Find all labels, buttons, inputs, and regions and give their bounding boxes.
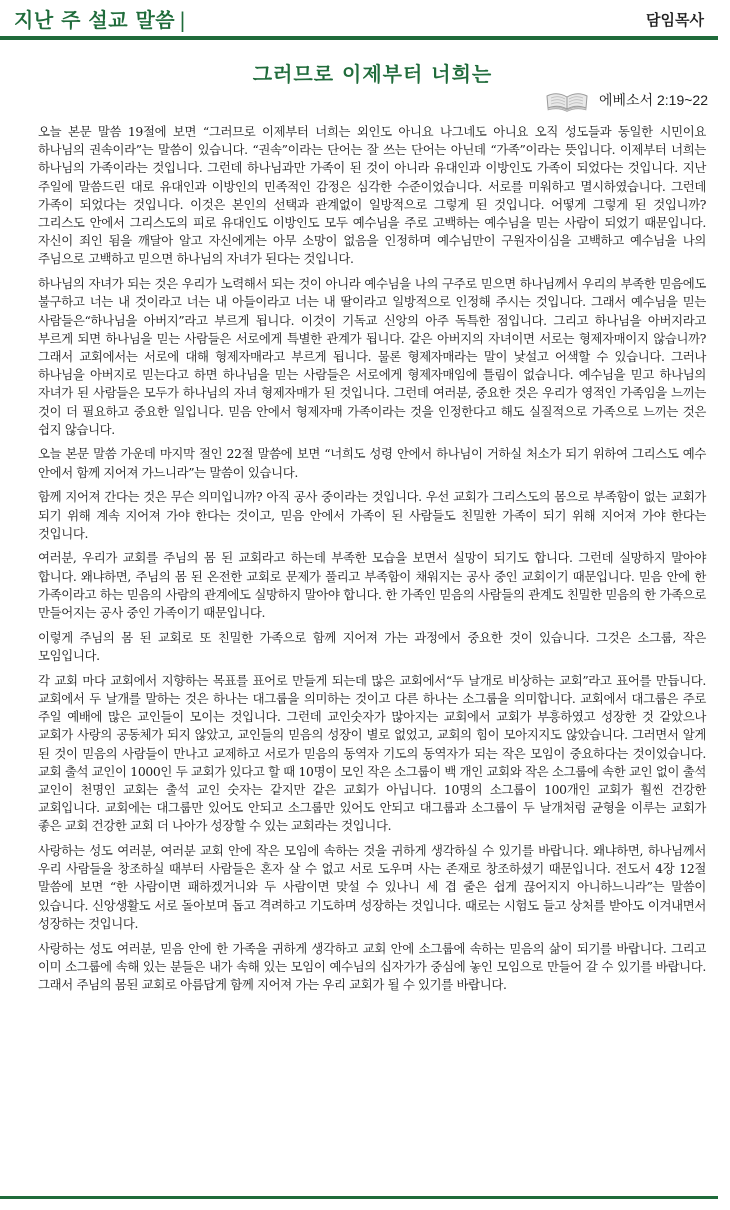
- page-header: [0, 0, 730, 36]
- pastor-role-label: 담임목사: [646, 11, 704, 29]
- body-paragraph: 하나님의 자녀가 되는 것은 우리가 노력해서 되는 것이 아니라 예수님을 나의 구주로 믿으면 하나님께서 우리의 부족한 믿음에도 불구하고 너는 내 것이라고 너는 내 아들이라고 너는 내 딸이라고 일방적으로 인정해 주시는 것입니다. 그래서 예수님을 믿는 사람들은“하나님을 아버지”라고 부르게 됩니다. 이것이 기독교 신앙의 아주 독특한 점입니다. 그리고 하나님을 아버지라고 부르게 되면 하나님을 믿는 사람들은 서로에게 특별한 관계가 됩니다. 같은 아버지의 자녀이면 서로는 형제자매이지 않습니까? 그래서 교회에서는 서로에 대해 형제자매라고 부르게 됩니다. 물론 형제자매라는 말이 낯설고 어색할 수 있습니다. 그러나 하나님을 아버지로 믿는다고 하면 하나님을 믿는 사람들은 서로에게 형제자매임에 틀림이 없습니다. 예수님을 믿고 하나님의 자녀가 된 사람들은 모두가 하나님의 자녀 형제자매가 된 것입니다. 그런데 여러분, 중요한 것은 우리가 영적인 가족임을 느끼는 것이 더 필요하고 중요한 일입니다. 믿음 안에서 형제자매 가족이라는 것을 인정한다고 해도 실질적으로 가족으로 느끼는 것은 쉽지 않습니다.: [38, 276, 706, 437]
- header-divider: [0, 36, 718, 40]
- section-title: [14, 4, 186, 33]
- scripture-ref-text: 에베소서 2:19~22: [599, 92, 708, 108]
- section-title-text: 지난 주 설교 말씀: [14, 8, 176, 32]
- body-paragraph: 오늘 본문 말씀 19절에 보면 “그러므로 이제부터 너희는 외인도 아니요 나그네도 아니요 오직 성도들과 동일한 시민이요 하나님의 권속이라”는 말씀이 있습니다. “권속”이라는 단어는 잘 쓰는 단어는 아닌데 “가족”이라는 뜻입니다. 이제부터 너희는 하나님의 가족이라는 것입니다. 그런데 하나님과만 가족이 된 것이 아니라 유대인과 이방인도 가족이 되었다는 것입니다. 지난 주일에 말씀드린 대로 유대인과 이방인의 민족적인 감정은 심각한 수준이었습니다. 서로를 미워하고 멸시하였습니다. 그런데 가족이 되었다는 것입니다. 이것은 본인의 선택과 관계없이 일방적으로 그렇게 된 것입니다. 어떻게 그렇게 된 것입니까? 그리스도 안에서 그리스도의 피로 유대인도 이방인도 모두 예수님을 주로 고백하는 예수님을 믿는 사람이 되었기 때문입니다. 자신이 죄인 됨을 깨달아 알고 자신에게는 아무 소망이 없음을 인정하며 예수님만이 구원자이심을 고백하고 예수님을 나의 주님으로 고백하고 믿으면 하나님의 자녀가 된다는 것입니다.: [38, 124, 706, 267]
- body-paragraph: 이렇게 주님의 몸 된 교회로 또 친밀한 가족으로 함께 지어져 가는 과정에서 중요한 것이 있습니다. 그것은 소그룹, 작은 모임입니다.: [38, 629, 706, 663]
- body-paragraph: 오늘 본문 말씀 가운데 마지막 절인 22절 말씀에 보면 “너희도 성령 안에서 하나님이 거하실 처소가 되기 위하여 그리스도 예수 안에서 함께 지어져 가느니라”는 말씀이 있습니다.: [38, 446, 706, 480]
- title-separator: |: [179, 8, 187, 32]
- sermon-title: 그러므로 이제부터 너희는: [252, 62, 493, 86]
- body-paragraph: 여러분, 우리가 교회를 주님의 몸 된 교회라고 하는데 부족한 모습을 보면서 실망이 되기도 합니다. 그런데 실망하지 말아야 합니다. 왜냐하면, 주님의 몸 된 온전한 교회로 문제가 풀리고 부족함이 채워지는 공사 중인 교회이기 때문입니다. 믿음 안에 한 가족이라고 하는 믿음의 사람의 관계에도 실망하지 말아야 합니다. 한 가족인 믿음의 사람들의 관계도 친밀한 믿음의 한 가족으로 만들어지는 공사 중인 가족이기 때문입니다.: [38, 550, 706, 621]
- body-paragraph: 각 교회 마다 교회에서 지향하는 목표를 표어로 만들게 되는데 많은 교회에서“두 날개로 비상하는 교회”라고 표어를 만듭니다. 교회에서 두 날개를 말하는 것은 하나는 대그룹을 의미하는 것이고 다른 하나는 소그룹을 의미합니다. 교회에서 대그룹은 주로 주일 예배에 많은 교인들이 모이는 것입니다. 그런데 교인숫자가 많아지는 교회에서 교회가 부흥하였고 성장한 것 같았으나 교회가 사랑의 공동체가 되지 않았고, 교인들의 믿음의 성장이 별로 없었고, 교회의 힘이 모아지지도 않았습니다. 그러면서 알게 된 것이 믿음의 사람들이 만나고 교제하고 서로가 믿음의 동역자 기도의 동역자가 되는 작은 모임이 중요하다는 것이었습니다. 교회 출석 교인이 1000인 두 교회가 있다고 할 때 10명이 모인 작은 소그룹이 백 개인 교회와 작은 소그룹에 속한 교인 없이 출석 교인이 천명인 교회는 출석 교인 숫자는 같지만 같은 교회가 아닙니다. 10명의 소그룹이 100개인 교회가 훨씬 건강한 교회입니다. 교회에는 대그룹만 있어도 안되고 소그룹만 있어도 안되고 대그룹과 소그룹이 두 날개처럼 균형을 이루는 교회가 좋은 교회 건강한 교회 더 나아가 성장할 수 있는 교회라는 것입니다.: [38, 672, 706, 834]
- sermon-body: [38, 123, 706, 1001]
- body-paragraph: 함께 지어져 간다는 것은 무슨 의미입니까? 아직 공사 중이라는 것입니다. 우선 교회가 그리스도의 몸으로 부족함이 없는 교회가 되기 위해 계속 지어져 가야 한다는 것이고, 믿음 안에서 가족이 된 사람들도 친밀한 가족이 되기 위해 지어져 가야 한다는 것입니다.: [38, 489, 706, 541]
- body-paragraph: 사랑하는 성도 여러분, 믿음 안에 한 가족을 귀하게 생각하고 교회 안에 소그룹에 속하는 믿음의 삶이 되기를 바랍니다. 그리고 이미 소그룹에 속해 있는 분들은 내가 속해 있는 모임이 예수님의 십자가가 중심에 놓인 모임으로 만들어 갈 수 있기를 바랍니다. 그래서 주님의 몸된 교회로 아름답게 함께 지어져 가는 우리 교회가 될 수 있기를 바랍니다.: [38, 940, 706, 992]
- scripture-reference: [545, 88, 708, 112]
- footer-divider: [0, 1196, 718, 1199]
- open-book-icon: [545, 88, 589, 112]
- body-paragraph: 사랑하는 성도 여러분, 여러분 교회 안에 작은 모임에 속하는 것을 귀하게 생각하실 수 있기를 바랍니다. 왜냐하면, 하나님께서 우리 사람들을 창조하실 때부터 사람들은 혼자 살 수 없고 서로 도우며 사는 존재로 창조하셨기 때문입니다. 전도서 4장 12절 말씀에 보면 “한 사람이면 패하겠거니와 두 사람이면 맞설 수 있나니 세 겹 줄은 쉽게 끊어지지 아니하느니라”는 말씀이 있습니다. 신앙생활도 서로 돌아보며 돕고 격려하고 기도하며 성장하는 것입니다. 때로는 시험도 들고 상처를 받아도 이겨내면서 성장하는 것입니다.: [38, 843, 706, 931]
